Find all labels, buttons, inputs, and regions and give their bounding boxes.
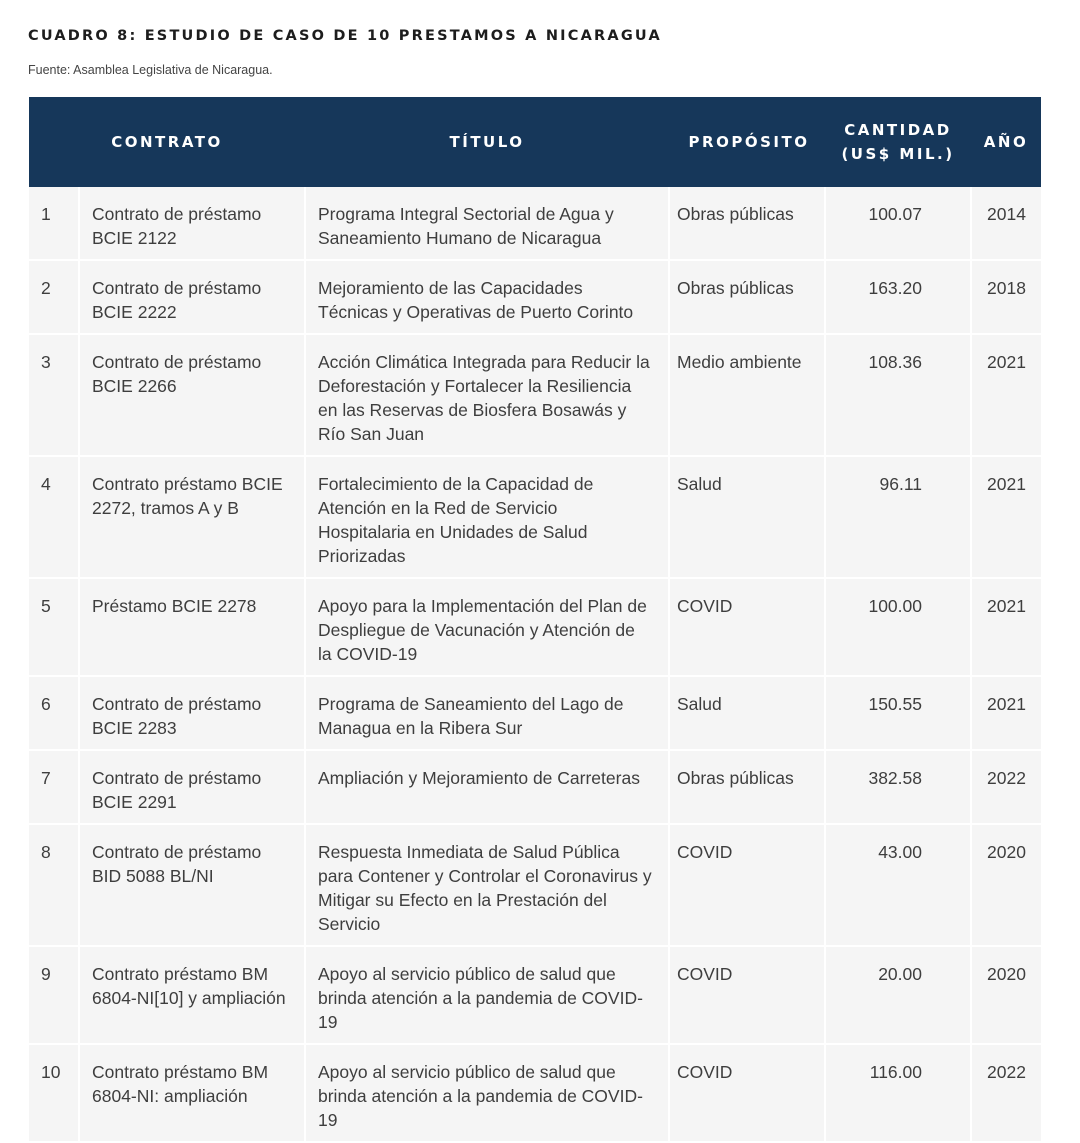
cell-proposito: Obras públicas bbox=[669, 260, 825, 334]
table-row bbox=[29, 676, 1041, 750]
cell-anio: 2020 bbox=[971, 946, 1041, 1044]
table-row bbox=[29, 750, 1041, 824]
table-row bbox=[29, 187, 1041, 260]
cell-cantidad: 116.00 bbox=[825, 1044, 971, 1142]
row-number: 9 bbox=[29, 946, 79, 1044]
cell-cantidad: 100.07 bbox=[825, 187, 971, 260]
row-number: 1 bbox=[29, 187, 79, 260]
cell-anio: 2022 bbox=[971, 1044, 1041, 1142]
cell-cantidad: 43.00 bbox=[825, 824, 971, 946]
table-header-row bbox=[29, 97, 1041, 187]
cell-proposito: Obras públicas bbox=[669, 187, 825, 260]
table-row bbox=[29, 946, 1041, 1044]
row-number: 7 bbox=[29, 750, 79, 824]
cell-proposito: Salud bbox=[669, 456, 825, 578]
row-number: 6 bbox=[29, 676, 79, 750]
cell-titulo: Fortalecimiento de la Capacidad de Atención en la Red de Servicio Hospitalaria en Unidades de Salud Priorizadas bbox=[305, 456, 669, 578]
header-proposito: PROPÓSITO bbox=[688, 133, 810, 151]
cell-contrato: Contrato de préstamo BID 5088 BL/NI bbox=[79, 824, 305, 946]
cell-contrato: Contrato de préstamo BCIE 2222 bbox=[79, 260, 305, 334]
cell-titulo: Programa Integral Sectorial de Agua y Saneamiento Humano de Nicaragua bbox=[305, 187, 669, 260]
cell-proposito: Salud bbox=[669, 676, 825, 750]
cell-cantidad: 96.11 bbox=[825, 456, 971, 578]
cell-titulo: Apoyo al servicio público de salud que brinda atención a la pandemia de COVID-19 bbox=[305, 946, 669, 1044]
table-row bbox=[29, 1044, 1041, 1142]
cell-contrato: Contrato préstamo BM 6804-NI: ampliación bbox=[79, 1044, 305, 1142]
cell-contrato: Contrato de préstamo BCIE 2283 bbox=[79, 676, 305, 750]
cell-contrato: Contrato de préstamo BCIE 2266 bbox=[79, 334, 305, 456]
cell-contrato: Contrato préstamo BM 6804-NI[10] y ampliación bbox=[79, 946, 305, 1044]
cell-anio: 2021 bbox=[971, 676, 1041, 750]
row-number: 10 bbox=[29, 1044, 79, 1142]
cell-contrato: Préstamo BCIE 2278 bbox=[79, 578, 305, 676]
table-row bbox=[29, 824, 1041, 946]
header-contrato: CONTRATO bbox=[111, 133, 223, 151]
table-caption: CUADRO 8: ESTUDIO DE CASO DE 10 PRESTAMOS A NICARAGUA bbox=[28, 28, 662, 44]
table-row bbox=[29, 334, 1041, 456]
cell-cantidad: 150.55 bbox=[825, 676, 971, 750]
cell-titulo: Apoyo para la Implementación del Plan de Despliegue de Vacunación y Atención de la COVID-19 bbox=[305, 578, 669, 676]
table-row bbox=[29, 456, 1041, 578]
row-number: 3 bbox=[29, 334, 79, 456]
row-number: 2 bbox=[29, 260, 79, 334]
cell-proposito: Obras públicas bbox=[669, 750, 825, 824]
cell-proposito: COVID bbox=[669, 1044, 825, 1142]
cell-proposito: COVID bbox=[669, 824, 825, 946]
cell-contrato: Contrato de préstamo BCIE 2291 bbox=[79, 750, 305, 824]
cell-cantidad: 20.00 bbox=[825, 946, 971, 1044]
table-body bbox=[29, 187, 1041, 1142]
cell-titulo: Mejoramiento de las Capacidades Técnicas y Operativas de Puerto Corinto bbox=[305, 260, 669, 334]
cell-cantidad: 382.58 bbox=[825, 750, 971, 824]
row-number: 4 bbox=[29, 456, 79, 578]
header-cantidad-line1: CANTIDAD bbox=[844, 121, 952, 139]
cell-anio: 2022 bbox=[971, 750, 1041, 824]
cell-anio: 2021 bbox=[971, 456, 1041, 578]
cell-cantidad: 163.20 bbox=[825, 260, 971, 334]
cell-proposito: COVID bbox=[669, 578, 825, 676]
cell-anio: 2021 bbox=[971, 578, 1041, 676]
cell-proposito: Medio ambiente bbox=[669, 334, 825, 456]
cell-anio: 2021 bbox=[971, 334, 1041, 456]
header-anio: AÑO bbox=[983, 133, 1029, 151]
row-number: 8 bbox=[29, 824, 79, 946]
cell-titulo: Apoyo al servicio público de salud que brinda atención a la pandemia de COVID-19 bbox=[305, 1044, 669, 1142]
cell-anio: 2014 bbox=[971, 187, 1041, 260]
row-number: 5 bbox=[29, 578, 79, 676]
cell-titulo: Acción Climática Integrada para Reducir la Deforestación y Fortalecer la Resiliencia en las Reservas de Biosfera Bosawás y Río San Juan bbox=[305, 334, 669, 456]
table-row bbox=[29, 260, 1041, 334]
cell-proposito: COVID bbox=[669, 946, 825, 1044]
loans-table bbox=[29, 97, 1041, 1143]
cell-cantidad: 100.00 bbox=[825, 578, 971, 676]
loans-table-container bbox=[29, 97, 1041, 1143]
cell-anio: 2020 bbox=[971, 824, 1041, 946]
cell-titulo: Ampliación y Mejoramiento de Carreteras bbox=[305, 750, 669, 824]
header-cantidad bbox=[825, 97, 971, 187]
cell-cantidad: 108.36 bbox=[825, 334, 971, 456]
header-cantidad-line2: (US$ MIL.) bbox=[841, 145, 955, 163]
cell-contrato: Contrato préstamo BCIE 2272, tramos A y B bbox=[79, 456, 305, 578]
cell-contrato: Contrato de préstamo BCIE 2122 bbox=[79, 187, 305, 260]
cell-titulo: Respuesta Inmediata de Salud Pública para Contener y Controlar el Coronavirus y Mitigar su Efecto en la Prestación del Servicio bbox=[305, 824, 669, 946]
cell-titulo: Programa de Saneamiento del Lago de Managua en la Ribera Sur bbox=[305, 676, 669, 750]
table-row bbox=[29, 578, 1041, 676]
cell-anio: 2018 bbox=[971, 260, 1041, 334]
header-titulo: TÍTULO bbox=[449, 133, 525, 151]
source-note: Fuente: Asamblea Legislativa de Nicaragua. bbox=[28, 63, 273, 77]
